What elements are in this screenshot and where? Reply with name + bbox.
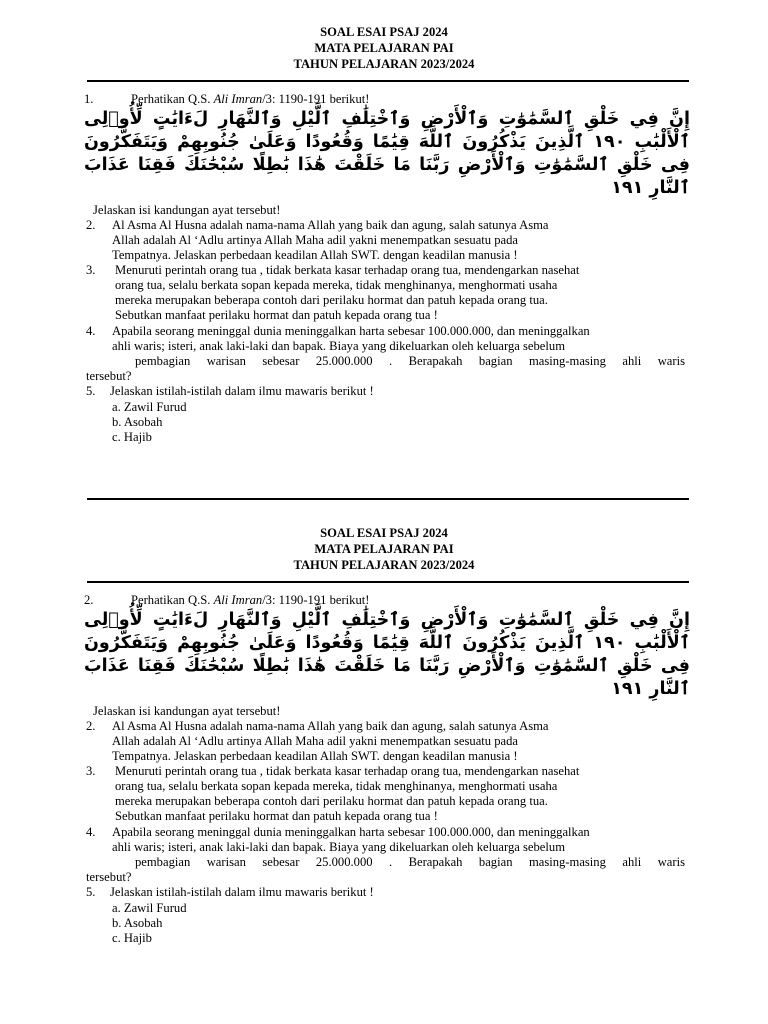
question-2-line: Allah adalah Al ‘Adlu artinya Allah Maha adil yakni menempatkan sesuatu pada — [112, 734, 519, 748]
question-3-line: Sebutkan manfaat perilaku hormat dan patuh kepada orang tua ! — [115, 809, 438, 823]
question-4-line: Apabila seorang meninggal dunia meninggalkan harta sebesar 100.000.000, dan meninggalkan — [112, 324, 590, 338]
question-number: 5. — [86, 384, 96, 398]
header-year: TAHUN PELAJARAN 2023/2024 — [293, 558, 475, 572]
term-item: a. Zawil Furud — [112, 400, 187, 414]
question-number: 2. — [84, 593, 94, 607]
question-1-prompt — [131, 593, 369, 607]
question-3-line: Sebutkan manfaat perilaku hormat dan patuh kepada orang tua ! — [115, 308, 438, 322]
question-number: 2. — [86, 719, 96, 733]
question-number: 4. — [86, 825, 96, 839]
question-3-line: Menuruti perintah orang tua , tidak berkata kasar terhadap orang tua, mendengarkan nasehat — [115, 764, 580, 778]
question-4-line: tersebut? — [86, 369, 132, 383]
arabic-verse: إِنَّ فِي خَلْقِ ٱلسَّمَٰوَٰتِ وَٱلْأَرْضِ وَٱخْتِلَٰفِ ٱلَّيْلِ وَٱلنَّهَارِ لَءَايَٰتٍ لِّأُو۟لِى ٱلْأَلْبَٰبِ ١٩٠ ٱلَّذِينَ يَذْكُرُونَ ٱللَّهَ قِيَٰمًا وَقُعُودًا وَعَلَىٰ جُنُوبِهِمْ وَيَتَفَكَّرُونَ فِى خَلْقِ ٱلسَّمَٰوَٰتِ وَٱلْأَرْضِ رَبَّنَا مَا خَلَقْتَ هَٰذَا بَٰطِلًا سُبْحَٰنَكَ فَقِنَا عَذَابَ ٱلنَّارِ ١٩١ — [84, 109, 690, 198]
question-1-instruction: Jelaskan isi kandungan ayat tersebut! — [93, 203, 281, 217]
question-number: 3. — [86, 263, 96, 277]
header-title: SOAL ESAI PSAJ 2024 — [320, 25, 448, 39]
question-1-instruction: Jelaskan isi kandungan ayat tersebut! — [93, 704, 281, 718]
question-5-line: Jelaskan istilah-istilah dalam ilmu mawaris berikut ! — [110, 885, 374, 899]
section-divider — [87, 498, 689, 500]
question-5-line: Jelaskan istilah-istilah dalam ilmu mawaris berikut ! — [110, 384, 374, 398]
prompt-intro: Perhatikan Q.S. — [131, 92, 214, 106]
question-2-line: Tempatnya. Jelaskan perbedaan keadilan Allah SWT. dengan keadilan manusia ! — [112, 749, 518, 763]
question-number: 1. — [84, 92, 94, 106]
term-item: c. Hajib — [112, 931, 152, 945]
question-3-line: mereka merupakan beberapa contoh dari perilaku hormat dan patuh kepada orang tua. — [115, 293, 548, 307]
verse-reference: /3: 1190-191 berikut! — [262, 593, 370, 607]
term-item: b. Asobah — [112, 916, 163, 930]
header-year: TAHUN PELAJARAN 2023/2024 — [293, 57, 475, 71]
surah-name: Ali Imran — [213, 92, 263, 106]
header-rule — [87, 581, 689, 583]
surah-name: Ali Imran — [213, 593, 263, 607]
question-number: 4. — [86, 324, 96, 338]
exam-header — [0, 24, 768, 72]
header-title: SOAL ESAI PSAJ 2024 — [320, 526, 448, 540]
term-item: b. Asobah — [112, 415, 163, 429]
question-3-line: mereka merupakan beberapa contoh dari perilaku hormat dan patuh kepada orang tua. — [115, 794, 548, 808]
question-3-line: Menuruti perintah orang tua , tidak berkata kasar terhadap orang tua, mendengarkan nasehat — [115, 263, 580, 277]
prompt-intro: Perhatikan Q.S. — [131, 593, 214, 607]
question-2-line: Tempatnya. Jelaskan perbedaan keadilan Allah SWT. dengan keadilan manusia ! — [112, 248, 518, 262]
verse-reference: /3: 1190-191 berikut! — [262, 92, 370, 106]
term-item: a. Zawil Furud — [112, 901, 187, 915]
question-2-line: Al Asma Al Husna adalah nama-nama Allah yang baik dan agung, salah satunya Asma — [112, 218, 549, 232]
question-4-line: Apabila seorang meninggal dunia meninggalkan harta sebesar 100.000.000, dan meninggalkan — [112, 825, 590, 839]
question-4-line: tersebut? — [86, 870, 132, 884]
question-number: 3. — [86, 764, 96, 778]
exam-header — [0, 525, 768, 573]
header-subject: MATA PELAJARAN PAI — [314, 542, 454, 556]
question-2-line: Allah adalah Al ‘Adlu artinya Allah Maha adil yakni menempatkan sesuatu pada — [112, 233, 519, 247]
question-number: 5. — [86, 885, 96, 899]
question-4-line: pembagian warisan sebesar 25.000.000 . Berapakah bagian masing-masing ahli waris — [135, 354, 685, 368]
header-subject: MATA PELAJARAN PAI — [314, 41, 454, 55]
question-4-line: pembagian warisan sebesar 25.000.000 . Berapakah bagian masing-masing ahli waris — [135, 855, 685, 869]
question-2-line: Al Asma Al Husna adalah nama-nama Allah yang baik dan agung, salah satunya Asma — [112, 719, 549, 733]
term-item: c. Hajib — [112, 430, 152, 444]
question-4-line: ahli waris; isteri, anak laki-laki dan bapak. Biaya yang dikeluarkan oleh keluarga sebelum — [112, 339, 565, 353]
question-number: 2. — [86, 218, 96, 232]
question-1-prompt — [131, 92, 369, 106]
header-rule — [87, 80, 689, 82]
question-3-line: orang tua, selalu berkata sopan kepada mereka, tidak menghinanya, menghormati usaha — [115, 779, 558, 793]
question-3-line: orang tua, selalu berkata sopan kepada mereka, tidak menghinanya, menghormati usaha — [115, 278, 558, 292]
arabic-verse: إِنَّ فِي خَلْقِ ٱلسَّمَٰوَٰتِ وَٱلْأَرْضِ وَٱخْتِلَٰفِ ٱلَّيْلِ وَٱلنَّهَارِ لَءَايَٰتٍ لِّأُو۟لِى ٱلْأَلْبَٰبِ ١٩٠ ٱلَّذِينَ يَذْكُرُونَ ٱللَّهَ قِيَٰمًا وَقُعُودًا وَعَلَىٰ جُنُوبِهِمْ وَيَتَفَكَّرُونَ فِى خَلْقِ ٱلسَّمَٰوَٰتِ وَٱلْأَرْضِ رَبَّنَا مَا خَلَقْتَ هَٰذَا بَٰطِلًا سُبْحَٰنَكَ فَقِنَا عَذَابَ ٱلنَّارِ ١٩١ — [84, 610, 690, 699]
question-4-line: ahli waris; isteri, anak laki-laki dan bapak. Biaya yang dikeluarkan oleh keluarga sebelum — [112, 840, 565, 854]
